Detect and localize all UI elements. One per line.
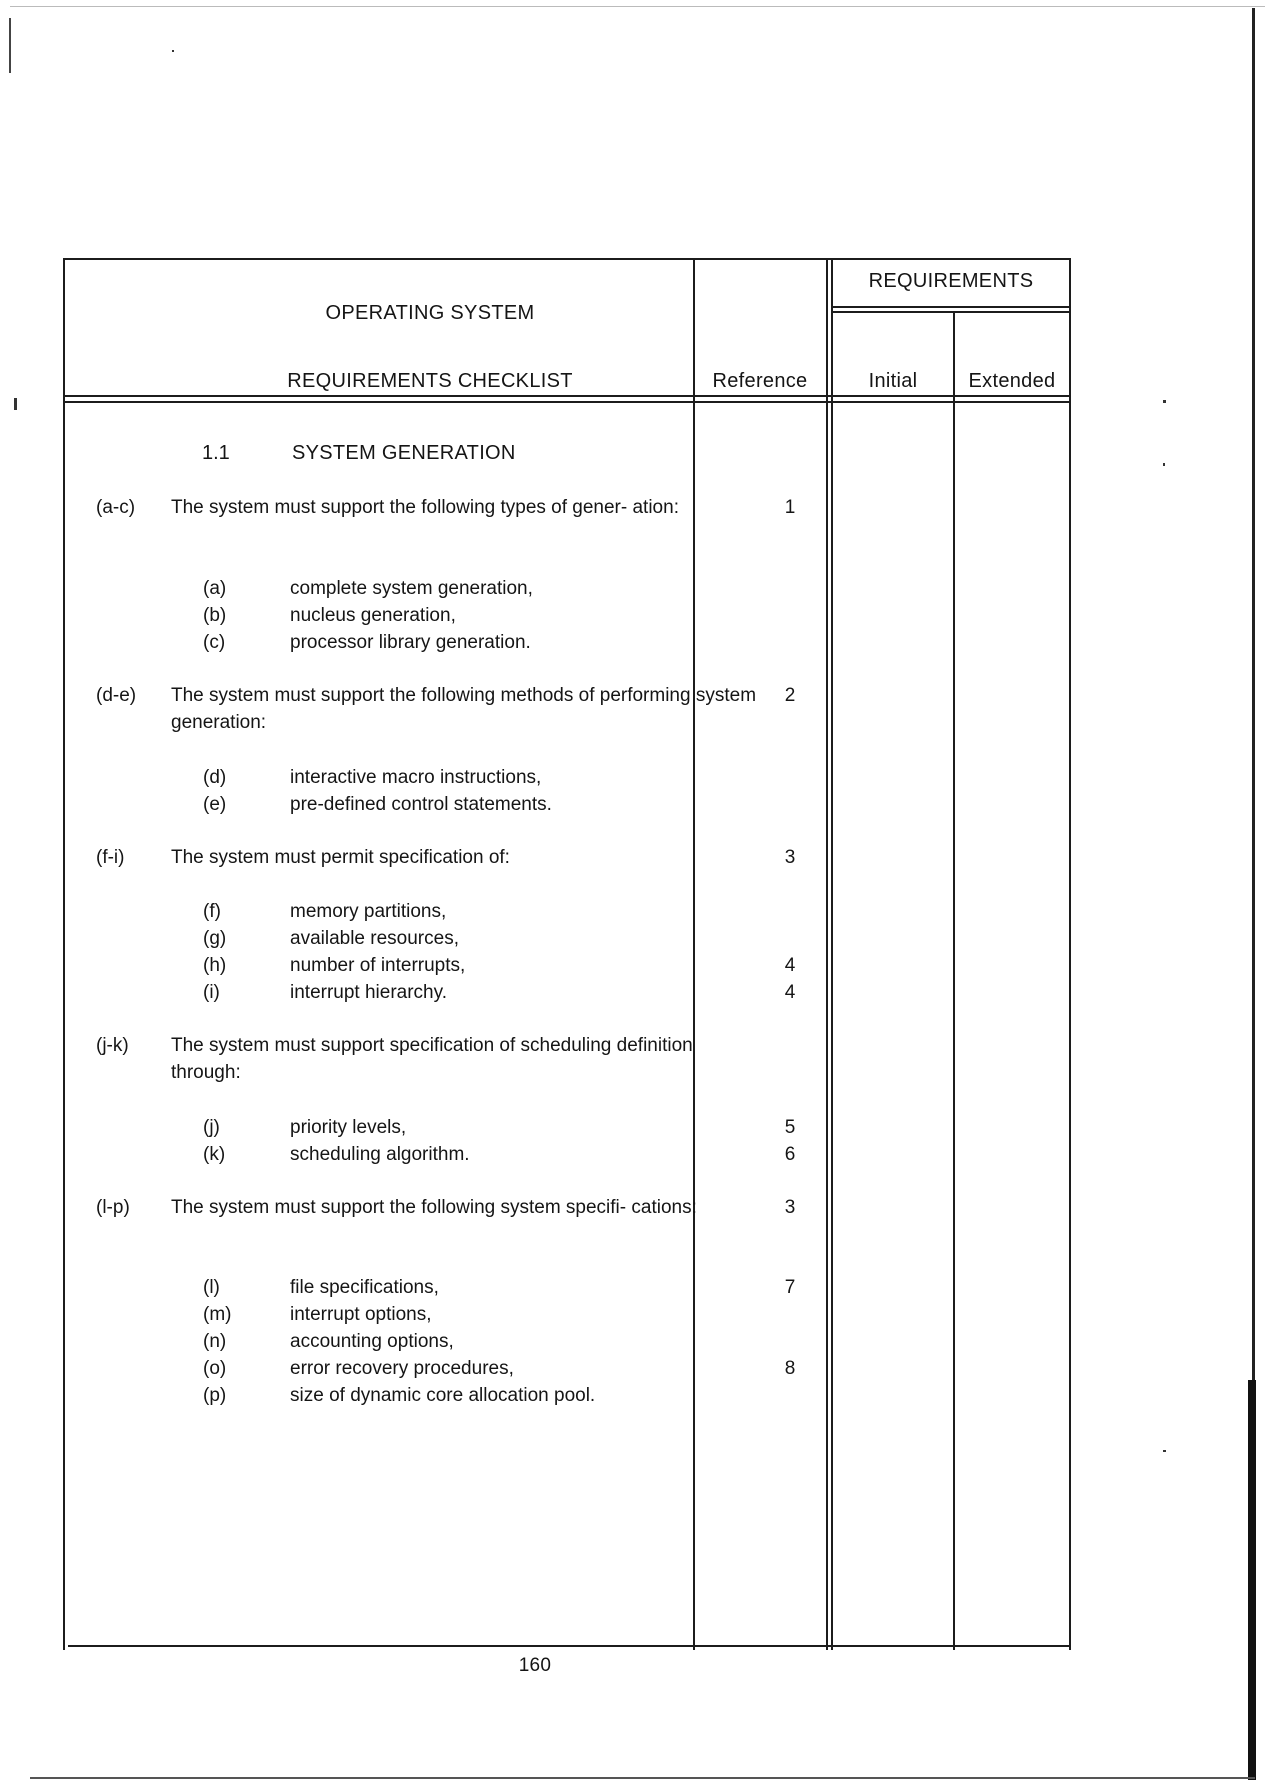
requirements-column-header: REQUIREMENTS bbox=[868, 270, 1034, 292]
sub-item-text: interrupt options, bbox=[290, 1304, 432, 1325]
sub-item-reference: 7 bbox=[784, 1277, 796, 1298]
sub-item-letter: (e) bbox=[203, 794, 227, 815]
requirement-id: (d-e) bbox=[96, 685, 137, 706]
sub-item-text: interrupt hierarchy. bbox=[290, 982, 447, 1003]
scan-speck bbox=[172, 50, 174, 52]
sub-item-text: scheduling algorithm. bbox=[290, 1144, 470, 1165]
requirement-text: The system must support the following methods of performing system generation: bbox=[171, 685, 757, 733]
sub-item-letter: (l) bbox=[203, 1277, 220, 1298]
sub-item-letter: (k) bbox=[203, 1144, 226, 1165]
sub-item-letter: (j) bbox=[203, 1117, 220, 1138]
sub-item-letter: (n) bbox=[203, 1331, 227, 1352]
sub-item-text: accounting options, bbox=[290, 1331, 454, 1352]
sub-item-text: priority levels, bbox=[290, 1117, 407, 1138]
section-title: SYSTEM GENERATION bbox=[292, 442, 516, 464]
table-left-border bbox=[63, 258, 65, 1650]
scan-right-edge-thick bbox=[1248, 1380, 1256, 1780]
requirement-reference: 2 bbox=[784, 685, 796, 706]
section-number: 1.1 bbox=[202, 442, 230, 464]
reference-column-header: Reference bbox=[712, 370, 808, 392]
header-double-rule-2 bbox=[63, 401, 1071, 403]
scan-speck bbox=[1163, 463, 1165, 466]
sub-item-text: memory partitions, bbox=[290, 901, 447, 922]
page-number: 160 bbox=[518, 1655, 552, 1676]
sub-item-letter: (d) bbox=[203, 767, 227, 788]
sub-item-letter: (b) bbox=[203, 605, 227, 626]
requirement-text: The system must support the following types of gener- ation: bbox=[171, 497, 679, 518]
sub-item-letter: (p) bbox=[203, 1385, 227, 1406]
requirements-subheader-rule-2 bbox=[831, 311, 1071, 313]
requirement-text: The system must support specification of scheduling definition through: bbox=[171, 1035, 693, 1083]
sub-item-text: file specifications, bbox=[290, 1277, 439, 1298]
header-double-rule-1 bbox=[63, 395, 1071, 397]
extended-column-header: Extended bbox=[968, 370, 1056, 392]
initial-column-header: Initial bbox=[868, 370, 918, 392]
scan-speck bbox=[1163, 400, 1166, 403]
scan-top-edge bbox=[10, 6, 1265, 7]
sub-item-reference: 4 bbox=[784, 955, 796, 976]
requirement-id: (l-p) bbox=[96, 1197, 130, 1218]
sub-item-letter: (m) bbox=[203, 1304, 232, 1325]
sub-item-text: available resources, bbox=[290, 928, 459, 949]
sub-item-text: nucleus generation, bbox=[290, 605, 456, 626]
scan-bottom-edge bbox=[30, 1777, 1255, 1779]
table-top-border bbox=[63, 258, 1071, 260]
requirements-subheader-rule-1 bbox=[831, 306, 1071, 308]
sub-item-text: pre-defined control statements. bbox=[290, 794, 552, 815]
scan-speck bbox=[1163, 1450, 1166, 1452]
sub-item-reference: 4 bbox=[784, 982, 796, 1003]
sub-item-reference: 8 bbox=[784, 1358, 796, 1379]
requirement-id: (a-c) bbox=[96, 497, 136, 518]
requirement-reference: 3 bbox=[784, 847, 796, 868]
sub-item-letter: (h) bbox=[203, 955, 227, 976]
checklist-body bbox=[70, 428, 1080, 1648]
requirement-id: (f-i) bbox=[96, 847, 125, 868]
table-title-line2: REQUIREMENTS CHECKLIST bbox=[287, 370, 573, 392]
scan-speck bbox=[14, 398, 17, 410]
sub-item-text: interactive macro instructions, bbox=[290, 767, 542, 788]
sub-item-letter: (c) bbox=[203, 632, 226, 653]
sub-item-text: number of interrupts, bbox=[290, 955, 466, 976]
sub-item-letter: (a) bbox=[203, 578, 227, 599]
sub-item-letter: (o) bbox=[203, 1358, 227, 1379]
scan-left-mark bbox=[9, 18, 11, 73]
sub-item-letter: (f) bbox=[203, 901, 221, 922]
sub-item-text: complete system generation, bbox=[290, 578, 533, 599]
requirement-text: The system must support the following system specifi- cations: bbox=[171, 1197, 697, 1218]
sub-item-text: size of dynamic core allocation pool. bbox=[290, 1385, 596, 1406]
sub-item-letter: (i) bbox=[203, 982, 220, 1003]
requirement-reference: 3 bbox=[784, 1197, 796, 1218]
sub-item-letter: (g) bbox=[203, 928, 227, 949]
sub-item-reference: 5 bbox=[784, 1117, 796, 1138]
table-title-line1: OPERATING SYSTEM bbox=[325, 302, 535, 324]
sub-item-text: error recovery procedures, bbox=[290, 1358, 514, 1379]
requirement-id: (j-k) bbox=[96, 1035, 129, 1056]
sub-item-text: processor library generation. bbox=[290, 632, 531, 653]
requirement-text: The system must permit specification of: bbox=[171, 847, 510, 868]
requirement-reference: 1 bbox=[784, 497, 796, 518]
sub-item-reference: 6 bbox=[784, 1144, 796, 1165]
